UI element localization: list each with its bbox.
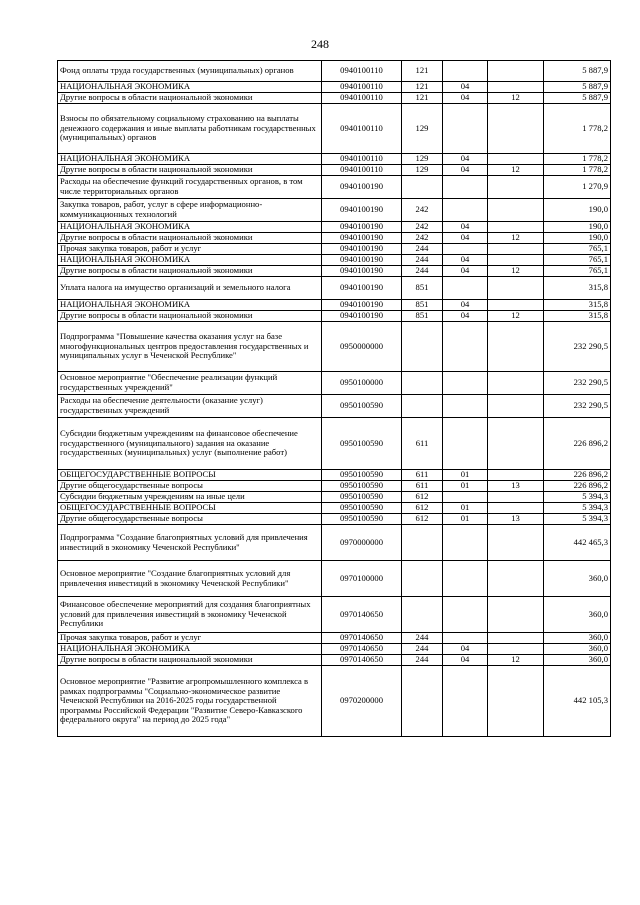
cell-section	[443, 372, 488, 395]
cell-amount: 190,0	[544, 222, 611, 233]
cell-amount: 315,8	[544, 300, 611, 311]
cell-section: 04	[443, 165, 488, 176]
cell-subsection	[488, 395, 544, 418]
cell-target-article: 0950100590	[322, 514, 402, 525]
cell-name: Основное мероприятие "Создание благоприятных условий для привлечения инвестиций в экономику Чеченской Республики"	[58, 561, 322, 597]
cell-expense-type: 244	[402, 255, 443, 266]
cell-expense-type: 129	[402, 154, 443, 165]
cell-subsection	[488, 322, 544, 372]
cell-target-article: 0970140650	[322, 644, 402, 655]
cell-expense-type: 121	[402, 93, 443, 104]
cell-section: 01	[443, 514, 488, 525]
cell-subsection	[488, 277, 544, 300]
cell-section: 04	[443, 300, 488, 311]
cell-target-article: 0940100190	[322, 244, 402, 255]
table-row	[58, 372, 611, 395]
cell-target-article: 0940100110	[322, 82, 402, 93]
cell-expense-type: 244	[402, 266, 443, 277]
cell-amount: 360,0	[544, 644, 611, 655]
cell-name: Субсидии бюджетным учреждениям на иные цели	[58, 492, 322, 503]
cell-name: Подпрограмма "Повышение качества оказания услуг на базе многофункциональных центров предоставления государственных и муниципальных услуг в Чеченской Республике"	[58, 322, 322, 372]
cell-name: Другие общегосударственные вопросы	[58, 514, 322, 525]
cell-subsection	[488, 104, 544, 154]
cell-expense-type: 611	[402, 481, 443, 492]
cell-subsection	[488, 176, 544, 199]
table-row	[58, 82, 611, 93]
cell-section: 04	[443, 255, 488, 266]
cell-section: 04	[443, 154, 488, 165]
cell-amount: 315,8	[544, 277, 611, 300]
cell-target-article: 0950100000	[322, 372, 402, 395]
table-row	[58, 154, 611, 165]
cell-expense-type: 612	[402, 514, 443, 525]
cell-amount: 360,0	[544, 597, 611, 633]
table-row	[58, 277, 611, 300]
cell-target-article: 0950100590	[322, 470, 402, 481]
cell-subsection	[488, 372, 544, 395]
cell-section	[443, 597, 488, 633]
cell-name: Другие вопросы в области национальной экономики	[58, 266, 322, 277]
table-row	[58, 222, 611, 233]
cell-section: 01	[443, 470, 488, 481]
cell-target-article: 0950100590	[322, 481, 402, 492]
cell-expense-type: 242	[402, 199, 443, 222]
table-row	[58, 199, 611, 222]
cell-name: Расходы на обеспечение функций государственных органов, в том числе территориальных органов	[58, 176, 322, 199]
budget-table	[57, 60, 611, 737]
cell-amount: 5 394,3	[544, 503, 611, 514]
cell-section: 04	[443, 311, 488, 322]
cell-expense-type: 244	[402, 244, 443, 255]
cell-amount: 442 465,3	[544, 525, 611, 561]
cell-subsection	[488, 300, 544, 311]
cell-amount: 190,0	[544, 233, 611, 244]
cell-target-article: 0940100190	[322, 266, 402, 277]
cell-amount: 1 778,2	[544, 165, 611, 176]
table-row	[58, 655, 611, 666]
cell-amount: 5 394,3	[544, 514, 611, 525]
table-row	[58, 597, 611, 633]
cell-target-article: 0950100590	[322, 503, 402, 514]
cell-target-article: 0970140650	[322, 597, 402, 633]
cell-subsection	[488, 633, 544, 644]
cell-target-article: 0940100110	[322, 165, 402, 176]
cell-expense-type: 244	[402, 633, 443, 644]
cell-name: Фонд оплаты труда государственных (муниципальных) органов	[58, 61, 322, 82]
cell-amount: 442 105,3	[544, 666, 611, 737]
cell-subsection	[488, 492, 544, 503]
cell-expense-type	[402, 176, 443, 199]
cell-expense-type: 612	[402, 503, 443, 514]
cell-amount: 360,0	[544, 561, 611, 597]
cell-expense-type: 242	[402, 233, 443, 244]
cell-amount: 765,1	[544, 266, 611, 277]
cell-section	[443, 525, 488, 561]
cell-subsection: 12	[488, 233, 544, 244]
cell-subsection	[488, 525, 544, 561]
cell-section	[443, 666, 488, 737]
cell-amount: 232 290,5	[544, 322, 611, 372]
cell-subsection	[488, 644, 544, 655]
cell-expense-type	[402, 561, 443, 597]
cell-amount: 226 896,2	[544, 418, 611, 470]
cell-subsection	[488, 154, 544, 165]
cell-expense-type: 851	[402, 300, 443, 311]
cell-subsection	[488, 199, 544, 222]
cell-expense-type	[402, 322, 443, 372]
cell-target-article: 0940100110	[322, 93, 402, 104]
cell-target-article: 0940100190	[322, 176, 402, 199]
cell-section	[443, 322, 488, 372]
cell-name: Другие общегосударственные вопросы	[58, 481, 322, 492]
cell-expense-type: 242	[402, 222, 443, 233]
cell-name: Взносы по обязательному социальному страхованию на выплаты денежного содержания и иные выплаты работникам государственных (муниципальных) органов	[58, 104, 322, 154]
table-row	[58, 176, 611, 199]
table-row	[58, 395, 611, 418]
cell-amount: 232 290,5	[544, 372, 611, 395]
cell-section: 04	[443, 222, 488, 233]
table-row	[58, 561, 611, 597]
cell-section	[443, 244, 488, 255]
cell-target-article: 0970140650	[322, 633, 402, 644]
cell-expense-type	[402, 525, 443, 561]
cell-name: Прочая закупка товаров, работ и услуг	[58, 244, 322, 255]
cell-section	[443, 176, 488, 199]
table-row	[58, 104, 611, 154]
cell-amount: 5 887,9	[544, 82, 611, 93]
cell-expense-type	[402, 597, 443, 633]
cell-expense-type	[402, 666, 443, 737]
cell-section: 04	[443, 93, 488, 104]
table-row	[58, 666, 611, 737]
cell-expense-type	[402, 395, 443, 418]
cell-amount: 315,8	[544, 311, 611, 322]
cell-name: НАЦИОНАЛЬНАЯ ЭКОНОМИКА	[58, 154, 322, 165]
table-row	[58, 233, 611, 244]
cell-name: ОБЩЕГОСУДАРСТВЕННЫЕ ВОПРОСЫ	[58, 503, 322, 514]
cell-name: Основное мероприятие "Обеспечение реализации функций государственных учреждений"	[58, 372, 322, 395]
cell-section	[443, 199, 488, 222]
cell-name: Другие вопросы в области национальной экономики	[58, 165, 322, 176]
cell-name: Основное мероприятие "Развитие агропромышленного комплекса в рамках подпрограммы "Социально-экономическое развитие Чеченской Республики на 2016-2025 годы государственной программы Российской Федерации "Развитие Северо-Кавказского федерального округа" на период до 2025 года"	[58, 666, 322, 737]
cell-name: НАЦИОНАЛЬНАЯ ЭКОНОМИКА	[58, 82, 322, 93]
table-row	[58, 244, 611, 255]
cell-expense-type: 851	[402, 277, 443, 300]
cell-section	[443, 561, 488, 597]
table-row	[58, 470, 611, 481]
cell-section	[443, 61, 488, 82]
cell-expense-type: 244	[402, 655, 443, 666]
cell-expense-type: 129	[402, 104, 443, 154]
cell-target-article: 0970100000	[322, 561, 402, 597]
cell-section: 04	[443, 655, 488, 666]
table-row	[58, 525, 611, 561]
cell-expense-type: 611	[402, 470, 443, 481]
table-row	[58, 322, 611, 372]
cell-name: Другие вопросы в области национальной экономики	[58, 311, 322, 322]
cell-target-article: 0940100190	[322, 311, 402, 322]
cell-name: НАЦИОНАЛЬНАЯ ЭКОНОМИКА	[58, 300, 322, 311]
cell-name: ОБЩЕГОСУДАРСТВЕННЫЕ ВОПРОСЫ	[58, 470, 322, 481]
cell-subsection: 12	[488, 266, 544, 277]
budget-table-body	[58, 61, 611, 737]
cell-amount: 5 887,9	[544, 61, 611, 82]
table-row	[58, 300, 611, 311]
table-row	[58, 492, 611, 503]
cell-section: 01	[443, 503, 488, 514]
table-row	[58, 266, 611, 277]
cell-target-article: 0940100190	[322, 255, 402, 266]
cell-target-article: 0940100190	[322, 199, 402, 222]
cell-subsection	[488, 470, 544, 481]
table-row	[58, 255, 611, 266]
cell-target-article: 0940100190	[322, 222, 402, 233]
cell-section	[443, 418, 488, 470]
table-row	[58, 311, 611, 322]
cell-name: Другие вопросы в области национальной экономики	[58, 93, 322, 104]
cell-amount: 360,0	[544, 655, 611, 666]
cell-expense-type: 244	[402, 644, 443, 655]
cell-name: НАЦИОНАЛЬНАЯ ЭКОНОМИКА	[58, 644, 322, 655]
cell-amount: 765,1	[544, 244, 611, 255]
cell-expense-type: 611	[402, 418, 443, 470]
cell-amount: 1 778,2	[544, 154, 611, 165]
cell-name: Другие вопросы в области национальной экономики	[58, 655, 322, 666]
cell-amount: 1 270,9	[544, 176, 611, 199]
cell-subsection	[488, 503, 544, 514]
page-number: 248	[311, 37, 329, 51]
cell-name: Финансовое обеспечение мероприятий для создания благоприятных условий для привлечения инвестиций в экономику Чеченской Республики	[58, 597, 322, 633]
cell-target-article: 0940100110	[322, 154, 402, 165]
cell-name: Подпрограмма "Создание благоприятных условий для привлечения инвестиций в экономику Чеченской Республики"	[58, 525, 322, 561]
table-row	[58, 61, 611, 82]
cell-section: 04	[443, 82, 488, 93]
cell-subsection	[488, 597, 544, 633]
cell-subsection	[488, 666, 544, 737]
cell-target-article: 0940100190	[322, 233, 402, 244]
cell-amount: 360,0	[544, 633, 611, 644]
cell-name: Субсидии бюджетным учреждениям на финансовое обеспечение государственного (муниципального) задания на оказание государственных (муниципальных) услуг (выполнение работ)	[58, 418, 322, 470]
cell-name: Закупка товаров, работ, услуг в сфере информационно-коммуникационных технологий	[58, 199, 322, 222]
table-row	[58, 165, 611, 176]
cell-amount: 5 887,9	[544, 93, 611, 104]
cell-expense-type: 612	[402, 492, 443, 503]
cell-amount: 190,0	[544, 199, 611, 222]
cell-target-article: 0950100590	[322, 418, 402, 470]
cell-amount: 1 778,2	[544, 104, 611, 154]
cell-expense-type: 121	[402, 82, 443, 93]
cell-name: НАЦИОНАЛЬНАЯ ЭКОНОМИКА	[58, 255, 322, 266]
cell-expense-type: 851	[402, 311, 443, 322]
cell-expense-type: 129	[402, 165, 443, 176]
cell-subsection: 12	[488, 93, 544, 104]
cell-amount: 5 394,3	[544, 492, 611, 503]
cell-name: Другие вопросы в области национальной экономики	[58, 233, 322, 244]
cell-section: 04	[443, 233, 488, 244]
cell-name: НАЦИОНАЛЬНАЯ ЭКОНОМИКА	[58, 222, 322, 233]
cell-subsection	[488, 82, 544, 93]
cell-section: 04	[443, 644, 488, 655]
table-row	[58, 503, 611, 514]
cell-amount: 226 896,2	[544, 481, 611, 492]
cell-section	[443, 277, 488, 300]
cell-section	[443, 104, 488, 154]
cell-section	[443, 492, 488, 503]
cell-section	[443, 395, 488, 418]
cell-amount: 226 896,2	[544, 470, 611, 481]
cell-amount: 232 290,5	[544, 395, 611, 418]
table-row	[58, 93, 611, 104]
cell-subsection	[488, 561, 544, 597]
table-row	[58, 481, 611, 492]
cell-name: Уплата налога на имущество организаций и земельного налога	[58, 277, 322, 300]
cell-subsection	[488, 222, 544, 233]
cell-expense-type: 121	[402, 61, 443, 82]
cell-target-article: 0970000000	[322, 525, 402, 561]
cell-name: Расходы на обеспечение деятельности (оказание услуг) государственных учреждений	[58, 395, 322, 418]
cell-subsection: 12	[488, 165, 544, 176]
table-row	[58, 644, 611, 655]
cell-subsection: 13	[488, 481, 544, 492]
cell-subsection: 12	[488, 311, 544, 322]
cell-section: 04	[443, 266, 488, 277]
cell-section	[443, 633, 488, 644]
cell-subsection	[488, 244, 544, 255]
cell-target-article: 0970200000	[322, 666, 402, 737]
cell-subsection	[488, 418, 544, 470]
cell-target-article: 0940100110	[322, 104, 402, 154]
cell-amount: 765,1	[544, 255, 611, 266]
cell-target-article: 0940100110	[322, 61, 402, 82]
cell-subsection: 13	[488, 514, 544, 525]
cell-target-article: 0950100590	[322, 395, 402, 418]
table-row	[58, 514, 611, 525]
cell-target-article: 0970140650	[322, 655, 402, 666]
cell-section: 01	[443, 481, 488, 492]
cell-expense-type	[402, 372, 443, 395]
cell-target-article: 0940100190	[322, 277, 402, 300]
table-row	[58, 633, 611, 644]
cell-subsection	[488, 61, 544, 82]
cell-target-article: 0950100590	[322, 492, 402, 503]
cell-subsection: 12	[488, 655, 544, 666]
table-row	[58, 418, 611, 470]
cell-subsection	[488, 255, 544, 266]
cell-target-article: 0950000000	[322, 322, 402, 372]
cell-name: Прочая закупка товаров, работ и услуг	[58, 633, 322, 644]
cell-target-article: 0940100190	[322, 300, 402, 311]
